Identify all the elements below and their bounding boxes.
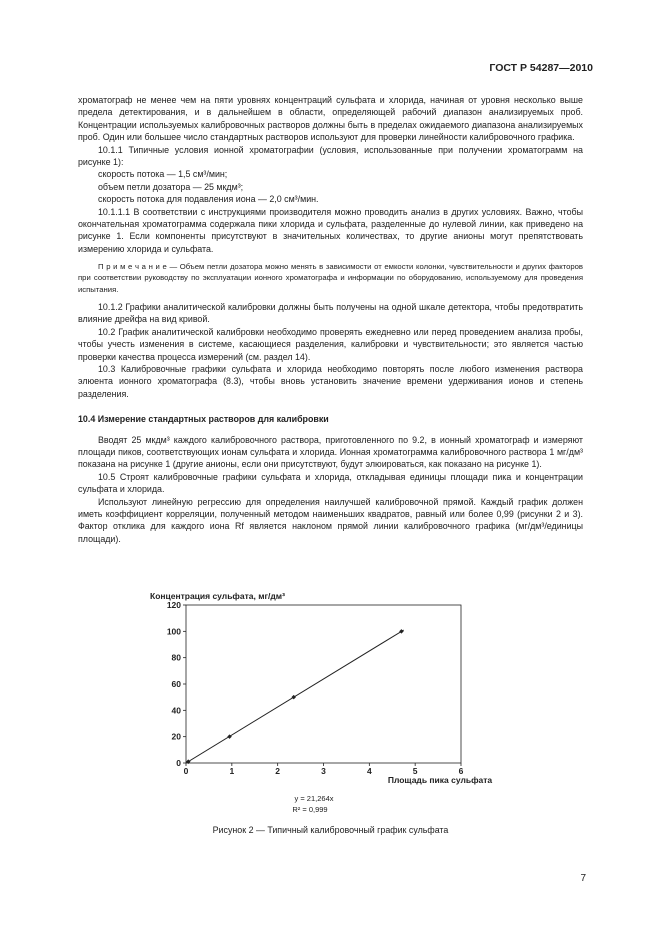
r-squared: R² = 0,999 <box>292 805 328 814</box>
x-tick-label: 2 <box>275 766 281 776</box>
calibration-chart <box>150 583 493 805</box>
x-tick-label: 3 <box>321 766 326 776</box>
plot-area <box>186 605 461 763</box>
paragraph: 10.3 Калибровочные графики сульфата и хлорида необходимо повторять после любого изменения раствора элюента ионного хроматографа (8.3), чтобы вновь установить значение времени удерживания ионов и степень разделения. <box>78 363 583 399</box>
section-title: 10.4 Измерение стандартных растворов для калибровки <box>78 414 329 425</box>
paragraph: Вводят 25 мкдм³ каждого калибровочного раствора, приготовленного по 9.2, в ионный хроматограф и измеряют площади пиков, соответствующих ионам сульфата и хлорида. Ионная хроматограмма калибровочного раствора 1 мг/дм³ показана на рисунке 1 (другие анионы, если они присутствуют, будут элюироваться, как показано на рисунке 1). <box>78 434 583 470</box>
x-tick-label: 1 <box>229 766 235 776</box>
x-tick-label: 6 <box>458 766 464 776</box>
paragraph: 10.5 Строят калибровочные графики сульфата и хлорида, откладывая единицы площади пика и концентрации сульфата и хлорида. <box>78 471 583 495</box>
paragraph: Используют линейную регрессию для определения наилучшей калибровочной прямой. Каждый график должен иметь коэффициент корреляции, полученный методом наименьших квадратов, равный или более 0,99 (рисунки 2 и 3). Фактор отклика для каждого иона Rf является наклоном прямой линии калибровочного графика (мг/дм³/единицы площади). <box>78 496 583 544</box>
page-number: 7 <box>580 873 586 884</box>
paragraph: 10.1.1 Типичные условия ионной хроматографии (условия, использованные при получении хроматограмм на рисунке 1): <box>78 144 583 168</box>
x-axis-label: Площадь пика сульфата <box>387 775 493 785</box>
y-tick-label: 0 <box>176 758 181 768</box>
y-tick-label: 60 <box>171 679 181 689</box>
y-tick-label: 40 <box>171 705 181 716</box>
paragraph: 10.1.2 Графики аналитической калибровки должны быть получены на одной шкале детектора, чтобы предотвратить влияние дрейфа на вид кривой. <box>78 301 583 325</box>
x-tick-label: 4 <box>366 766 372 776</box>
x-tick-label: 0 <box>183 766 189 776</box>
x-tick-label: 5 <box>412 766 418 776</box>
paragraph: 10.2 График аналитической калибровки необходимо проверять ежедневно или перед проведением анализа пробы, чтобы учесть изменения в системе, касающиеся разделения, калибровки и чувствительности; это является частью проверки качества процесса измерений (см. раздел 14). <box>78 326 583 362</box>
y-axis-label: Концентрация сульфата, мг/дм³ <box>150 591 285 601</box>
document-body <box>78 94 583 545</box>
note: П р и м е ч а н и е — Объем петли дозатора можно менять в зависимости от емкости колонки, чувствительности и других факторов при соответствии руководству по эксплуатации ионного хроматографа и информации по оборудованию, используемому для проведения испытания. <box>78 262 583 294</box>
figure-caption: Рисунок 2 — Типичный калибровочный график сульфата <box>212 825 449 835</box>
y-tick-label: 80 <box>171 652 181 663</box>
y-tick-label: 20 <box>171 731 181 742</box>
list-item: скорость потока для подавления иона — 2,0 см³/мин. <box>98 194 319 205</box>
list-item: скорость потока — 1,5 см³/мин; <box>98 169 228 180</box>
document-header: ГОСТ Р 54287—2010 <box>489 62 593 74</box>
y-tick-label: 120 <box>166 600 181 610</box>
y-tick-label: 100 <box>166 626 181 637</box>
paragraph: хроматограф не менее чем на пяти уровнях концентраций сульфата и хлорида, начиная от уровня несколько выше предела детектирования, и в дальнейшем в области, определяющей рабочий диапазон анализируемых проб. Концентрации используемых калибровочных растворов должны быть в пределах ожидаемого диапазона анализируемых проб. Один или большее число стандартных растворов используют для проверки линейности калибровочного графика. <box>78 95 583 143</box>
regression-equation: y = 21,264x <box>294 794 334 803</box>
list-item: объем петли дозатора — 25 мкдм³; <box>98 181 244 192</box>
paragraph: 10.1.1.1 В соответствии с инструкциями производителя можно проводить анализ в других условиях. Важно, чтобы окончательная хроматограмма содержала пики хлорида и сульфата, разделенные до нулевой линии, как приведено на рисунке 1. Если компоненты присутствуют в значительных количествах, то другие анионы могут препятствовать измерению хлорида и сульфата. <box>78 206 583 254</box>
